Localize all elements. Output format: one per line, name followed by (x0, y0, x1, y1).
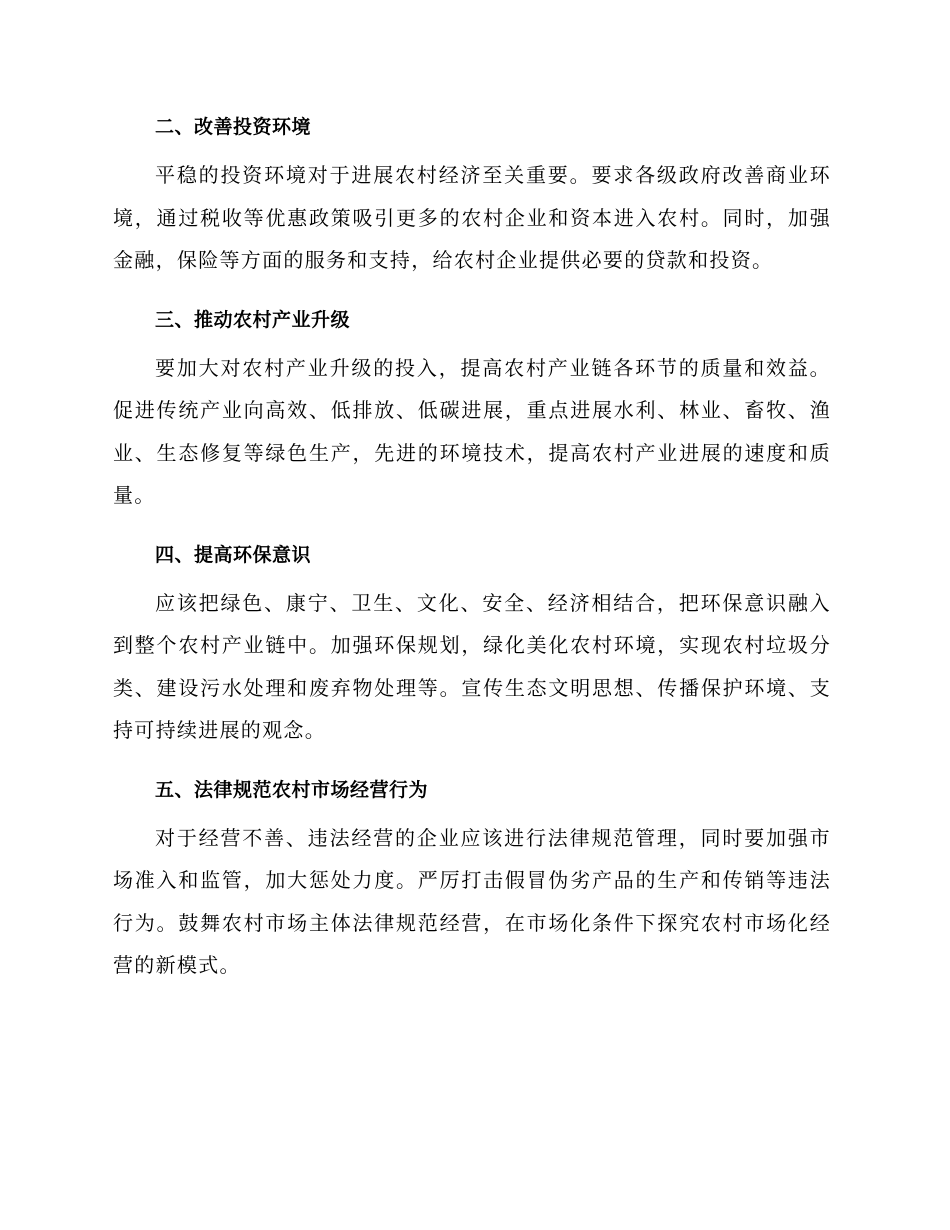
section-industry-upgrade (113, 301, 831, 517)
section-heading: 二、改善投资环境 (155, 116, 312, 138)
section-heading: 四、提高环保意识 (155, 543, 312, 566)
section-paragraph: 要加大对农村产业升级的投入，提高农村产业链各环节的质量和效益。促进传统产业向高效、低排放、低碳进展，重点进展水利、林业、畜牧、渔业、生态修复等绿色生产，先进的环境技术，提高农村产业进展的速度和质量。 (113, 355, 831, 507)
section-market-regulation (113, 771, 831, 987)
section-environmental-awareness (113, 536, 831, 752)
document-page (113, 108, 831, 1006)
section-paragraph: 对于经营不善、违法经营的企业应该进行法律规范管理，同时要加强市场准入和监管，加大惩处力度。严厉打击假冒伪劣产品的生产和传销等违法行为。鼓舞农村市场主体法律规范经营，在市场化条件下探究农村市场化经营的新模式。 (113, 825, 831, 977)
section-improve-investment (113, 108, 831, 282)
section-heading: 三、推动农村产业升级 (155, 308, 351, 331)
section-paragraph: 应该把绿色、康宁、卫生、文化、安全、经济相结合，把环保意识融入到整个农村产业链中。加强环保规划，绿化美化农村环境，实现农村垃圾分类、建设污水处理和废弃物处理等。宣传生态文明思想、传播保护环境、支持可持续进展的观念。 (113, 590, 831, 742)
section-heading: 五、法律规范农村市场经营行为 (155, 778, 429, 801)
section-paragraph: 平稳的投资环境对于进展农村经济至关重要。要求各级政府改善商业环境，通过税收等优惠政策吸引更多的农村企业和资本进入农村。同时，加强金融，保险等方面的服务和支持，给农村企业提供必要的贷款和投资。 (113, 163, 831, 272)
